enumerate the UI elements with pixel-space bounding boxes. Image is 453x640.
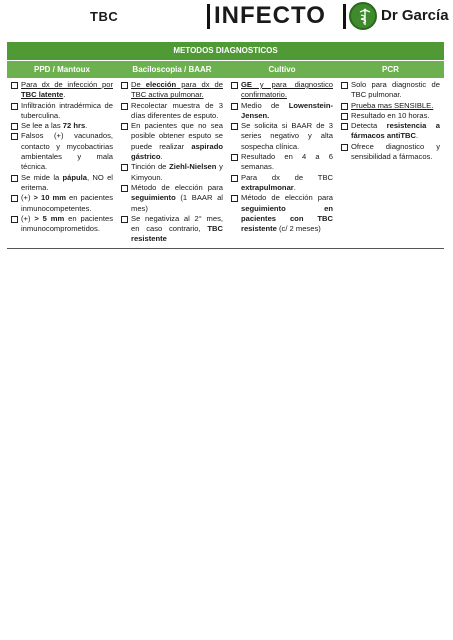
table-title: METODOS DIAGNOSTICOS (7, 42, 444, 60)
column-headers (7, 61, 444, 78)
brand-name: Dr García (381, 7, 449, 24)
header-divider (343, 4, 346, 29)
column-header-baar: Baciloscopia / BAAR (132, 65, 212, 74)
list-item: Falsos (+) vacunados, contacto y mycobactirias ambientales y mala técnica. (11, 131, 113, 172)
list-item: Para dx de infección por TBC latente. (11, 80, 113, 101)
column-cultivo (227, 80, 337, 245)
column-header-cultivo: Cultivo (268, 65, 296, 74)
list-item: Tinción de Ziehl-Nielsen y Kimyoun. (121, 162, 223, 183)
page-title: INFECTO (214, 2, 326, 29)
column-header-ppd: PPD / Mantoux (33, 65, 90, 74)
list-item: (+) > 10 mm en pacientes inmunocompetentes. (11, 193, 113, 214)
list-item: En pacientes que no sea posible obtener esputo se puede realizar aspirado gástrico. (121, 121, 223, 162)
list-item: Se negativiza al 2° mes, en caso contrario, TBC resistente (121, 214, 223, 245)
list-item: Método de elección para seguimiento (1 BAAR al mes) (121, 183, 223, 214)
list-item: Infiltración intradérmica de tuberculina. (11, 101, 113, 122)
list-item: Detecta resistencia a fármacos antiTBC. (341, 121, 440, 142)
list-item: Medio de Lowenstein-Jensen. (231, 101, 333, 122)
column-header-pcr: PCR (382, 65, 399, 74)
list-item: (+) > 5 mm en pacientes inmunocomprometidos. (11, 214, 113, 235)
list-item: Ofrece diagnostico y sensibilidad a fármacos. (341, 142, 440, 163)
header-divider (207, 4, 210, 29)
column-pcr (337, 80, 444, 245)
list-item: Para dx de TBC extrapulmonar. (231, 173, 333, 194)
list-item: Resultado en 10 horas. (341, 111, 440, 121)
list-item: Recolectar muestra de 3 días diferentes de esputo. (121, 101, 223, 122)
caduceus-icon (349, 2, 377, 30)
list-item: De elección para dx de TBC activa pulmonar. (121, 80, 223, 101)
page-header (0, 0, 453, 34)
list-item: Método de elección para seguimiento en pacientes con TBC resistente (c/ 2 meses) (231, 193, 333, 234)
list-item: Se lee a las 72 hrs. (11, 121, 113, 131)
column-ppd (7, 80, 117, 245)
table-body-row (7, 80, 444, 249)
section-label: TBC (90, 9, 119, 24)
list-item: Resultado en 4 a 6 semanas. (231, 152, 333, 173)
column-baar (117, 80, 227, 245)
list-item: Se solicita si BAAR de 3 series negativo y alta sospecha clínica. (231, 121, 333, 152)
diagnostic-methods-table (7, 42, 444, 249)
list-item: Prueba mas SENSIBLE. (341, 101, 440, 111)
list-item: Solo para diagnostic de TBC pulmonar. (341, 80, 440, 101)
list-item: Se mide la pápula, NO el eritema. (11, 173, 113, 194)
list-item: GE y para diagnostico confirmatorio. (231, 80, 333, 101)
